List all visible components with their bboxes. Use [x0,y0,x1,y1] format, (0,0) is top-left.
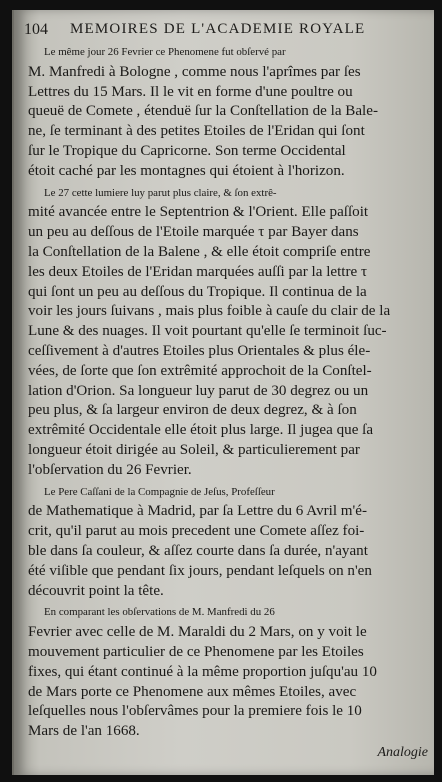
text-line: En comparant les obſervations de M. Manfredi du 26 [44,606,275,619]
text-line: Mars de l'an 1668. [28,723,140,740]
catchword: Analogie [377,745,428,760]
text-line: Le même jour 26 Fevrier ce Phenomene fut obſervé par [44,46,286,58]
text-line: crit, qu'il parut au mois precedent une Comete aſſez foi- [28,523,365,540]
book-page [12,10,434,775]
text-line: été viſible que pendant ſix jours, pendant leſquels on n'en [28,562,372,579]
text-line: ble dans ſa couleur, & aſſez courte dans ſa durée, n'ayant [28,542,368,559]
text-line: Lune & des nuages. Il voit pourtant qu'elle ſe terminoit ſuc- [28,323,387,340]
text-line: étoit caché par les montagnes qui étoient à l'horizon. [28,162,345,179]
page-number: 104 [24,21,48,38]
text-line: queuë de Comete , étenduë ſur la Conſtellation de la Bale- [28,103,378,120]
text-line: extrêmité Occidentale elle étoit plus large. Il jugea que ſa [28,422,374,439]
text-line: vées, de ſorte que ſon extrêmité approchoit de la Conſtel- [28,362,372,379]
text-line: Le Pere Caſſani de la Compagnie de Jeſus, Profeſſeur [44,485,275,498]
text-line: découvrit point la tête. [28,582,164,599]
paragraph-4 [28,603,426,742]
text-line: voir les jours ſuivans , mais plus foible à cauſe du clair de la [28,303,391,320]
text-line: peu plus, & ſa largeur environ de deux degrez, & à ſon [28,402,357,419]
text-line: ceſſivement à d'autres Etoiles plus Orientales & plus éle- [28,342,371,359]
text-line: lation d'Orion. Sa longueur luy parut de 30 degrez ou un [28,382,369,399]
running-title: MEMOIRES DE L'ACADEMIE ROYALE [70,21,366,37]
text-line: M. Manfredi à Bologne , comme nous l'aprîmes par ſes [28,63,361,80]
paragraph-1 [28,43,426,182]
text-line: qui ſont un peu au deſſous du Tropique. Il continua de la [28,283,367,300]
text-line: Le 27 cette lumiere luy parut plus claire, & ſon extrê- [44,186,277,199]
text-line: Fevrier avec celle de M. Maraldi du 2 Mars, on y voit le [28,624,367,641]
text-line: un peu au deſſous de l'Etoile marquée τ par Bayer dans [28,224,359,241]
text-line: mouvement particulier de ce Phenomene par les Etoiles [28,643,364,660]
text-line: les deux Etoiles de l'Eridan marquées auſſi par la lettre τ [28,263,368,280]
text-line: l'obſervation du 26 Fevrier. [28,461,192,478]
paragraph-3 [28,483,426,602]
text-line: leſquelles nous l'obſervâmes pour la premiere fois le 10 [28,703,362,720]
text-line: ſur le Tropique du Capricorne. Son terme Occidental [28,142,346,159]
text-line: fixes, qui étant continué à la même proportion juſqu'au 10 [28,663,377,680]
text-line: de Mars porte ce Phenomene aux mêmes Etoiles, avec [28,683,357,700]
page-header [24,18,428,40]
text-line: mité avancée entre le Septentrion & l'Orient. Elle paſſoit [28,204,369,221]
text-line: ne, ſe terminant à des petites Etoiles de l'Eridan qui ſont [28,123,365,140]
page-body [28,43,426,742]
paragraph-2 [28,184,426,481]
text-line: de Mathematique à Madrid, par ſa Lettre du 6 Avril m'é- [28,503,367,520]
text-line: Lettres du 15 Mars. Il le vit en forme d'une poultre ou [28,83,353,100]
text-line: la Conſtellation de la Balene , & elle étoit compriſe entre [28,243,371,260]
text-line: longueur étoit dirigée au Soleil, & particulierement par [28,441,360,458]
